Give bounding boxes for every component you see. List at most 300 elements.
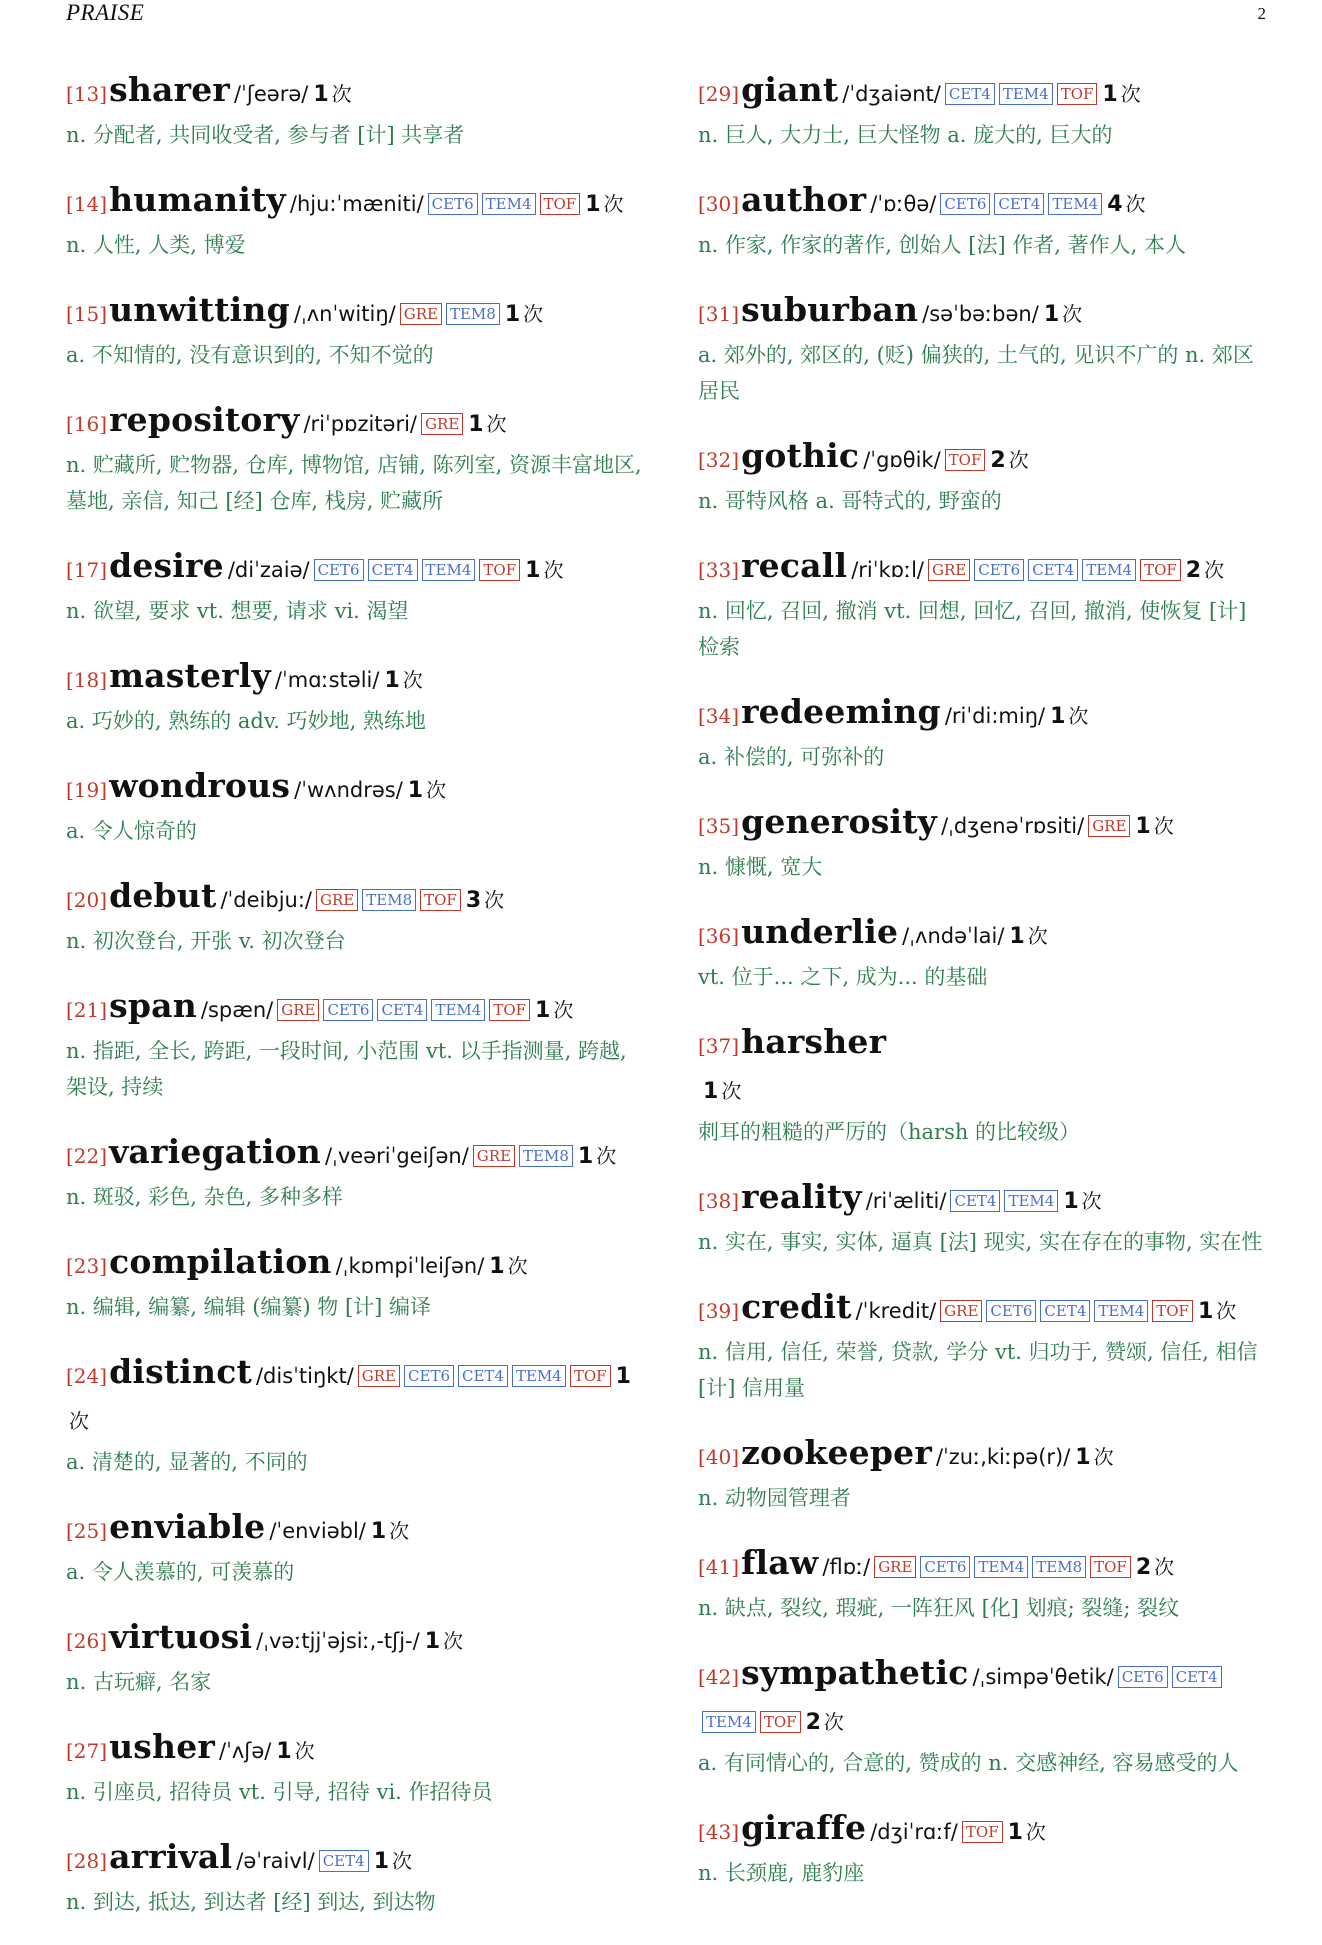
headword: compilation [109,1242,332,1281]
phonetic: /dʒiˈrɑːf/ [870,1820,958,1844]
headword: giraffe [741,1808,867,1847]
running-header-title: PRAISE [66,0,145,25]
phonetic: /ˈʌʃə/ [219,1739,272,1763]
definition: a. 不知情的, 没有意识到的, 不知不觉的 [66,343,434,367]
occurrence-count: 2 [1185,558,1202,583]
occurrence-count: 1 [1009,924,1025,949]
occurrence-unit: 次 [443,1629,464,1653]
entry-headline [698,1651,1274,1745]
exam-tag-badge: CET6 [920,1556,970,1578]
vocab-entry [698,434,1274,519]
occurrence-unit: 次 [553,998,574,1022]
exam-tag-badge: GRE [316,889,358,911]
exam-tag-badge: TOF [760,1711,801,1733]
occurrence-unit: 次 [507,1254,528,1278]
exam-tag-badge: GRE [1088,815,1130,837]
occurrence-count: 1 [615,1364,631,1389]
vocab-entry [698,1806,1274,1891]
vocab-entry [698,800,1274,885]
exam-tag-badge: CET4 [458,1365,508,1387]
exam-tag-badge: GRE [940,1300,982,1322]
headword: recall [741,546,848,585]
entry-index: [42] [698,1665,740,1689]
phonetic: /ˌsimpəˈθetik/ [972,1665,1114,1689]
exam-tag-badge: TOF [1090,1556,1131,1578]
entry-headline [66,874,642,923]
occurrence-count: 1 [1135,814,1151,839]
exam-tag-badge: CET6 [404,1365,454,1387]
headword: underlie [741,912,899,951]
definition: n. 引座员, 招待员 vt. 引导, 招待 vi. 作招待员 [66,1780,493,1804]
occurrence-count: 1 [384,668,400,693]
phonetic: /ˈwʌndrəs/ [294,778,403,802]
phonetic: /ˈdeibju:/ [220,888,313,912]
exam-tag-badge: TOF [945,449,986,471]
entry-headline [66,1835,642,1884]
occurrence-count: 1 [1075,1445,1091,1470]
headword: flaw [741,1543,819,1582]
definition: a. 郊外的, 郊区的, (贬) 偏狭的, 土气的, 见识不广的 n. 郊区居民 [698,343,1254,403]
headword: distinct [109,1352,252,1391]
phonetic: /riˈdi:miŋ/ [944,704,1046,728]
entry-index: [13] [66,82,108,106]
exam-tag-badge: TEM8 [1032,1556,1086,1578]
occurrence-unit: 次 [486,412,507,436]
exam-tag-badge: CET4 [1028,559,1078,581]
vocab-entry [66,1350,642,1480]
headword: humanity [109,180,286,219]
occurrence-unit: 次 [294,1739,315,1763]
entry-index: [35] [698,814,740,838]
definition: vt. 位于... 之下, 成为... 的基础 [698,965,988,989]
entry-headline [698,288,1274,337]
occurrence-unit: 次 [1062,302,1083,326]
exam-tag-badge: TEM4 [1048,193,1102,215]
headword: enviable [109,1507,266,1546]
entry-index: [16] [66,412,108,436]
occurrence-unit: 次 [1027,924,1048,948]
entry-headline [66,1240,642,1289]
occurrence-count: 1 [703,1079,719,1104]
occurrence-unit: 次 [603,192,624,216]
entry-index: [18] [66,668,108,692]
entry-headline [698,68,1274,117]
exam-tag-badge: TEM8 [362,889,416,911]
occurrence-unit: 次 [392,1849,412,1873]
entry-headline [66,178,642,227]
entry-headline [698,1175,1274,1224]
exam-tag-badge: CET6 [428,193,478,215]
exam-tag-badge: TEM4 [1094,1300,1148,1322]
exam-tag-badge: CET4 [368,559,418,581]
vocab-entry [698,910,1274,995]
headword: harsher [741,1022,887,1061]
occurrence-count: 1 [585,192,601,217]
occurrence-count: 1 [489,1254,505,1279]
headword: debut [109,876,217,915]
occurrence-count: 1 [407,778,424,803]
exam-tag-badge: GRE [400,303,442,325]
vocab-entry [66,398,642,519]
vocab-entry [698,1651,1274,1781]
vocab-entry [66,544,642,629]
exam-tag-badge: TOF [1140,559,1181,581]
entry-index: [21] [66,998,108,1022]
headword: masterly [109,656,271,695]
headword: repository [109,400,300,439]
definition: n. 长颈鹿, 鹿豹座 [698,1861,865,1885]
headword: arrival [109,1837,233,1876]
entry-index: [37] [698,1034,740,1058]
vocab-entry [698,1020,1274,1150]
entry-index: [41] [698,1555,740,1579]
vocab-entry [698,1541,1274,1626]
headword: sympathetic [741,1653,969,1692]
entry-headline [66,764,642,813]
exam-tag-badge: TEM4 [702,1711,756,1733]
phonetic: /səˈbəːbən/ [922,302,1039,326]
exam-tag-badge: CET4 [945,83,995,105]
entry-index: [19] [66,778,108,802]
phonetic: /ˈɒːθə/ [870,192,937,216]
entry-headline [66,1505,642,1554]
definition: n. 实在, 事实, 实体, 逼真 [法] 现实, 实在存在的事物, 实在性 [698,1230,1263,1254]
vocab-entry [66,1505,642,1590]
occurrence-unit: 次 [402,668,423,692]
right-column [698,68,1274,1916]
entry-headline [698,690,1274,739]
phonetic: /ˌdʒenəˈrɒsiti/ [941,814,1085,838]
vocab-entry [66,1835,642,1920]
exam-tag-badge: TOF [479,559,520,581]
exam-tag-badge: GRE [277,999,319,1021]
exam-tag-badge: TEM4 [512,1365,566,1387]
phonetic: /ˌkɒmpiˈleiʃən/ [335,1254,485,1278]
exam-tag-badge: TOF [962,1821,1003,1843]
entry-index: [43] [698,1820,740,1844]
occurrence-count: 1 [370,1519,387,1544]
vocab-entry [66,178,642,263]
headword: gothic [741,436,860,475]
page-header [66,0,1266,28]
definition: n. 贮藏所, 贮物器, 仓库, 博物馆, 店铺, 陈列室, 资源丰富地区, 墓地, 亲信, 知己 [经] 仓库, 栈房, 贮藏所 [66,453,642,513]
entry-index: [36] [698,924,740,948]
phonetic: /ˈgɒθik/ [863,448,941,472]
definition: n. 到达, 抵达, 到达者 [经] 到达, 到达物 [66,1890,436,1914]
definition: n. 古玩癖, 名家 [66,1670,212,1694]
vocab-entry [698,1175,1274,1260]
exam-tag-badge: TEM4 [1082,559,1136,581]
entry-index: [24] [66,1364,108,1388]
exam-tag-badge: CET4 [994,193,1044,215]
vocab-entry [698,1285,1274,1406]
occurrence-count: 1 [424,1629,441,1654]
occurrence-count: 1 [468,412,484,437]
vocab-entry [66,1725,642,1810]
definition: n. 回忆, 召回, 撤消 vt. 回想, 回忆, 召回, 撤消, 使恢复 [计] 检索 [698,599,1247,659]
phonetic: /ˈkredit/ [855,1299,937,1323]
vocab-entry [698,68,1274,153]
entry-headline [698,1285,1274,1334]
occurrence-count: 1 [1043,302,1060,327]
definition: a. 令人羡慕的, 可羡慕的 [66,1560,295,1584]
entry-index: [28] [66,1849,108,1873]
occurrence-unit: 次 [426,778,447,802]
entry-headline [698,910,1274,959]
headword: generosity [741,802,938,841]
entry-headline [66,984,642,1033]
exam-tag-badge: TEM4 [482,193,536,215]
headword: unwitting [109,290,290,329]
entry-headline [698,1431,1274,1480]
vocab-entry [698,544,1274,665]
entry-index: [27] [66,1739,108,1763]
headword: desire [109,546,224,585]
phonetic: /hju:ˈmæniti/ [289,192,424,216]
occurrence-count: 1 [577,1144,594,1169]
phonetic: /diˈzaiə/ [227,558,310,582]
definition: n. 分配者, 共同收受者, 参与者 [计] 共享者 [66,123,465,147]
exam-tag-badge: TEM8 [446,303,500,325]
exam-tag-badge: TOF [420,889,461,911]
entry-headline [66,544,642,593]
exam-tag-badge: GRE [874,1556,916,1578]
entry-index: [25] [66,1519,108,1543]
phonetic: /disˈtiŋkt/ [255,1364,354,1388]
occurrence-unit: 次 [1068,704,1089,728]
definition: n. 斑驳, 彩色, 杂色, 多种多样 [66,1185,343,1209]
vocab-entry [66,1615,642,1700]
occurrence-count: 1 [1050,704,1066,729]
headword: wondrous [109,766,291,805]
occurrence-count: 1 [525,558,541,583]
entry-index: [34] [698,704,740,728]
occurrence-count: 3 [465,888,482,913]
occurrence-unit: 次 [1025,1820,1046,1844]
entry-index: [17] [66,558,108,582]
occurrence-count: 2 [805,1710,821,1735]
occurrence-count: 2 [990,448,1006,473]
definition: n. 缺点, 裂纹, 瑕疵, 一阵狂风 [化] 划痕; 裂缝; 裂纹 [698,1596,1180,1620]
entry-headline [698,1806,1274,1855]
phonetic: /riˈpɒzitəri/ [303,412,417,436]
headword: redeeming [741,692,941,731]
entry-index: [30] [698,192,740,216]
exam-tag-badge: CET6 [314,559,364,581]
occurrence-unit: 次 [1216,1299,1237,1323]
entry-index: [31] [698,302,740,326]
definition: n. 信用, 信任, 荣誉, 贷款, 学分 vt. 归功于, 赞颂, 信任, 相信 [计] 信用量 [698,1340,1258,1400]
entry-index: [22] [66,1144,108,1168]
occurrence-unit: 次 [823,1710,844,1734]
entry-headline [66,1615,642,1664]
exam-tag-badge: CET6 [940,193,990,215]
headword: zookeeper [741,1433,932,1472]
occurrence-count: 1 [535,998,551,1023]
headword: credit [741,1287,852,1326]
occurrence-unit: 次 [543,558,564,582]
exam-tag-badge: TEM4 [422,559,476,581]
entry-index: [32] [698,448,740,472]
occurrence-unit: 次 [484,888,505,912]
page-number: 2 [1257,4,1266,23]
entry-index: [26] [66,1629,108,1653]
occurrence-unit: 次 [1120,82,1141,106]
phonetic: /ˈʃeərə/ [233,82,309,106]
exam-tag-badge: TEM4 [1004,1190,1058,1212]
exam-tag-badge: TEM4 [999,83,1053,105]
occurrence-unit: 次 [1154,1555,1175,1579]
occurrence-count: 4 [1107,192,1123,217]
entry-headline [698,434,1274,483]
headword: reality [741,1177,862,1216]
occurrence-unit: 次 [331,82,352,106]
phonetic: /riˈæliti/ [865,1189,947,1213]
definition: n. 巨人, 大力士, 巨大怪物 a. 庞大的, 巨大的 [698,123,1113,147]
definition: n. 指距, 全长, 跨距, 一段时间, 小范围 vt. 以手指测量, 跨越, 架设, 持续 [66,1039,627,1099]
definition: n. 编辑, 编纂, 编辑 (编纂) 物 [计] 编译 [66,1295,432,1319]
exam-tag-badge: TEM4 [431,999,485,1021]
exam-tag-badge: GRE [928,559,970,581]
phonetic: /ˈzuː,kiːpə(r)/ [935,1445,1071,1469]
headword: virtuosi [109,1617,253,1656]
definition: n. 欲望, 要求 vt. 想要, 请求 vi. 渴望 [66,599,409,623]
entry-index: [33] [698,558,740,582]
vocab-entry [66,764,642,849]
vocab-entry [698,1431,1274,1516]
exam-tag-badge: CET4 [1040,1300,1090,1322]
phonetic: /riˈkɒːl/ [851,558,924,582]
definition: n. 初次登台, 开张 v. 初次登台 [66,929,346,953]
exam-tag-badge: TOF [1057,83,1098,105]
definition: a. 补偿的, 可弥补的 [698,745,885,769]
exam-tag-badge: CET6 [323,999,373,1021]
occurrence-unit: 次 [1081,1189,1102,1213]
occurrence-unit: 次 [1204,558,1225,582]
entry-headline [66,288,642,337]
headword: sharer [109,70,230,109]
occurrence-count: 1 [504,302,521,327]
phonetic: /ˈdʒaiənt/ [842,82,941,106]
definition: a. 令人惊奇的 [66,819,197,843]
exam-tag-badge: CET6 [1118,1666,1168,1688]
phonetic: /ˌvəːtjjˈəjsiː,-tʃj-/ [256,1629,420,1653]
exam-tag-badge: GRE [358,1365,400,1387]
exam-tag-badge: TEM8 [519,1145,573,1167]
headword: giant [741,70,839,109]
definition: n. 慷慨, 宽大 [698,855,823,879]
vocab-entry [66,984,642,1105]
headword: variegation [109,1132,321,1171]
entry-index: [39] [698,1299,740,1323]
entry-headline [66,68,642,117]
entry-headline [66,1350,642,1444]
occurrence-unit: 次 [721,1079,742,1103]
entry-index: [29] [698,82,740,106]
vocab-entry [66,1130,642,1215]
entry-headline [698,1020,1274,1114]
occurrence-unit: 次 [1125,192,1146,216]
headword: span [109,986,197,1025]
exam-tag-badge: CET4 [377,999,427,1021]
occurrence-count: 1 [276,1739,292,1764]
phonetic: /ˈenviəbl/ [269,1519,366,1543]
entry-headline [698,544,1274,593]
exam-tag-badge: CET6 [986,1300,1036,1322]
vocab-entry [66,654,642,739]
occurrence-unit: 次 [69,1409,89,1433]
definition: n. 动物园管理者 [698,1486,851,1510]
occurrence-count: 1 [373,1849,389,1874]
vocab-entry [698,178,1274,263]
occurrence-unit: 次 [1008,448,1029,472]
occurrence-count: 1 [1063,1189,1079,1214]
entry-index: [20] [66,888,108,912]
exam-tag-badge: TOF [540,193,581,215]
definition: n. 哥特风格 a. 哥特式的, 野蛮的 [698,489,1002,513]
headword: usher [109,1727,216,1766]
exam-tag-badge: TOF [1152,1300,1193,1322]
vocab-entry [698,288,1274,409]
phonetic: /ˈmɑːstəli/ [274,668,380,692]
occurrence-count: 1 [1197,1299,1214,1324]
entry-headline [66,398,642,447]
entry-headline [66,1130,642,1179]
definition: a. 清楚的, 显著的, 不同的 [66,1450,308,1474]
phonetic: /ˌveəriˈgeiʃən/ [324,1144,469,1168]
vocab-entry [66,874,642,959]
entry-headline [66,1725,642,1774]
exam-tag-badge: TEM4 [974,1556,1028,1578]
entry-headline [698,178,1274,227]
definition: n. 人性, 人类, 博爱 [66,233,246,257]
exam-tag-badge: CET4 [1172,1666,1222,1688]
exam-tag-badge: CET4 [950,1190,1000,1212]
phonetic: /flɒː/ [822,1555,871,1579]
exam-tag-badge: GRE [473,1145,515,1167]
entry-index: [38] [698,1189,740,1213]
definition: n. 作家, 作家的著作, 创始人 [法] 作者, 著作人, 本人 [698,233,1187,257]
definition: 刺耳的粗糙的严厉的（harsh 的比较级） [698,1120,1081,1144]
entry-index: [40] [698,1445,740,1469]
exam-tag-badge: CET4 [319,1850,369,1872]
phonetic: /spæn/ [200,998,274,1022]
occurrence-count: 1 [1007,1820,1023,1845]
phonetic: /ˌʌndəˈlai/ [902,924,1005,948]
vocab-entry [66,68,642,153]
occurrence-unit: 次 [523,302,544,326]
exam-tag-badge: CET6 [974,559,1024,581]
exam-tag-badge: GRE [421,413,463,435]
entry-index: [15] [66,302,108,326]
entry-index: [23] [66,1254,108,1278]
left-column [66,68,642,1945]
occurrence-count: 1 [313,82,329,107]
vocab-entry [66,288,642,373]
phonetic: /ˌʌnˈwitiŋ/ [293,302,396,326]
exam-tag-badge: TOF [489,999,530,1021]
entry-headline [698,800,1274,849]
phonetic: /əˈraivl/ [236,1849,315,1873]
occurrence-unit: 次 [389,1519,410,1543]
entry-index: [14] [66,192,108,216]
vocab-entry [66,1240,642,1325]
exam-tag-badge: TOF [570,1365,611,1387]
definition: a. 巧妙的, 熟练的 adv. 巧妙地, 熟练地 [66,709,426,733]
headword: author [741,180,867,219]
occurrence-count: 2 [1135,1555,1152,1580]
entry-headline [66,654,642,703]
